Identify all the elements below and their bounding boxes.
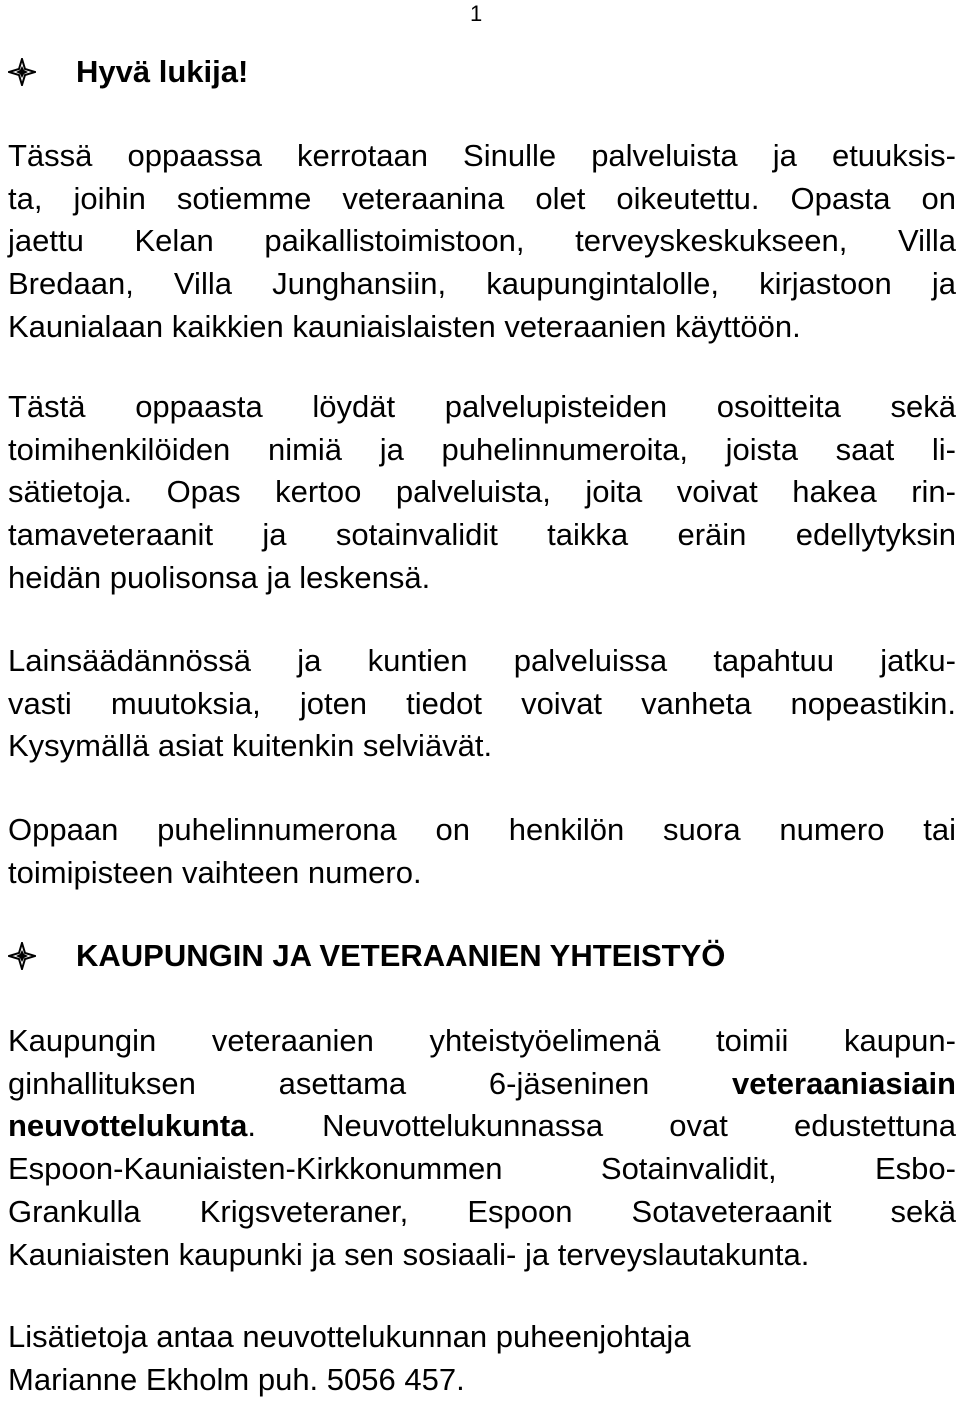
paragraph-line: Oppaan puhelinnumerona on henkilön suora numero tai [8, 812, 956, 847]
paragraph-line: jaettu Kelan paikallistoimistoon, terveyskeskukseen, Villa [8, 223, 956, 259]
paragraph-line [8, 1063, 956, 1106]
paragraph-cooperation [8, 1020, 956, 1276]
paragraph-line: Marianne Ekholm puh. 5056 457. [8, 1361, 465, 1397]
heading-hyva-lukija [8, 52, 248, 92]
bold-text-run: veteraaniasiain [731, 1065, 956, 1101]
heading-text: KAUPUNGIN JA VETERAANIEN YHTEISTYÖ [76, 938, 726, 973]
paragraph-line: heidän puolisonsa ja leskensä. [8, 559, 431, 595]
paragraph-phone-numbers [8, 809, 956, 894]
paragraph-line: ta, joihin sotiemme veteraanina olet oikeutettu. Opasta on [8, 180, 956, 216]
paragraph-line: Lisätietoja antaa neuvottelukunnan puheenjohtaja [8, 1319, 691, 1354]
paragraph-changes [8, 640, 956, 768]
heading-kaupungin-yhteistyo [8, 936, 725, 976]
paragraph-contents [8, 386, 956, 600]
paragraph-further-info [8, 1316, 956, 1401]
text-run: ginhallituksen asettama 6-jäseninen [8, 1065, 650, 1101]
paragraph-line: Kaunialaan kaikkien kauniaislaisten veteraanien käyttöön. [8, 308, 801, 344]
paragraph-line: Lainsäädännössä ja kuntien palveluissa tapahtuu jatku- [8, 643, 956, 678]
page-number: 1 [470, 1, 483, 26]
paragraph-line: sätietoja. Opas kertoo palveluista, joita voivat hakea rin- [8, 474, 956, 510]
paragraph-line: Grankulla Krigsveteraner, Espoon Sotaveteraanit sekä [8, 1193, 956, 1229]
diamond-bullet-icon [8, 58, 36, 86]
paragraph-line: toimihenkilöiden nimiä ja puhelinnumeroita, joista saat li- [8, 431, 956, 467]
paragraph-line: vasti muutoksia, joten tiedot voivat vanheta nopeastikin. [8, 685, 956, 721]
paragraph-line: Tästä oppaasta löydät palvelupisteiden osoitteita sekä [8, 389, 956, 424]
paragraph-line: tamaveteraanit ja sotainvalidit taikka eräin edellytyksin [8, 517, 956, 553]
paragraph-line: Espoon-Kauniaisten-Kirkkonummen Sotainvalidit, Esbo- [8, 1151, 956, 1187]
diamond-bullet-icon [8, 942, 36, 970]
text-run: . Neuvottelukunnassa ovat edustettuna [247, 1108, 956, 1144]
paragraph-line: Kysymällä asiat kuitenkin selviävät. [8, 728, 493, 764]
heading-text: Hyvä lukija! [76, 54, 249, 89]
paragraph-line: Bredaan, Villa Junghansiin, kaupungintalolle, kirjastoon ja [8, 266, 956, 302]
paragraph-line: toimipisteen vaihteen numero. [8, 854, 422, 890]
paragraph-line: Tässä oppaassa kerrotaan Sinulle palveluista ja etuuksis- [8, 138, 956, 173]
paragraph-line: Kaupungin veteraanien yhteistyöelimenä toimii kaupun- [8, 1023, 956, 1058]
bold-text-run: neuvottelukunta [8, 1108, 248, 1144]
paragraph-intro [8, 135, 956, 349]
paragraph-line [8, 1105, 956, 1148]
paragraph-line: Kauniaisten kaupunki ja sen sosiaali- ja terveyslautakunta. [8, 1236, 810, 1272]
